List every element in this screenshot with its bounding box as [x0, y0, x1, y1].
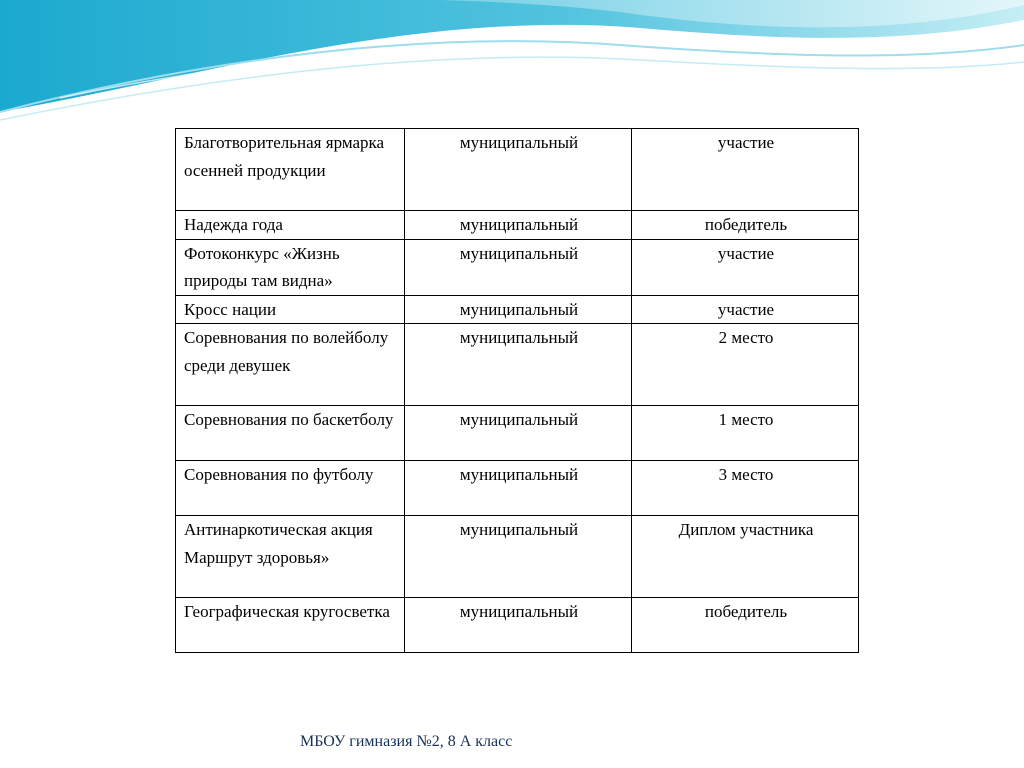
- result-cell: 2 место: [632, 324, 859, 406]
- level-cell: муниципальный: [405, 211, 632, 240]
- result-cell: участие: [632, 239, 859, 295]
- result-cell: Диплом участника: [632, 516, 859, 598]
- result-cell: победитель: [632, 598, 859, 653]
- table-row: [176, 324, 859, 406]
- table-row: [176, 406, 859, 461]
- level-cell: муниципальный: [405, 461, 632, 516]
- level-cell: муниципальный: [405, 516, 632, 598]
- level-cell: муниципальный: [405, 406, 632, 461]
- level-cell: муниципальный: [405, 239, 632, 295]
- event-cell: Антинаркотическая акция Маршрут здоровья»: [176, 516, 405, 598]
- result-cell: участие: [632, 295, 859, 324]
- table-row: [176, 239, 859, 295]
- events-table: [175, 128, 859, 653]
- event-cell: Благотворительная ярмарка осенней продукции: [176, 129, 405, 211]
- result-cell: участие: [632, 129, 859, 211]
- table-row: [176, 461, 859, 516]
- header-wave-decoration: [0, 0, 1024, 130]
- level-cell: муниципальный: [405, 295, 632, 324]
- level-cell: муниципальный: [405, 598, 632, 653]
- level-cell: муниципальный: [405, 129, 632, 211]
- result-cell: 1 место: [632, 406, 859, 461]
- table-row: [176, 598, 859, 653]
- event-cell: Кросс нации: [176, 295, 405, 324]
- level-cell: муниципальный: [405, 324, 632, 406]
- table-row: [176, 516, 859, 598]
- result-cell: победитель: [632, 211, 859, 240]
- table-row: [176, 129, 859, 211]
- table-row: [176, 211, 859, 240]
- table-row: [176, 295, 859, 324]
- event-cell: Соревнования по футболу: [176, 461, 405, 516]
- event-cell: Соревнования по волейболу среди девушек: [176, 324, 405, 406]
- event-cell: Географическая кругосветка: [176, 598, 405, 653]
- result-cell: 3 место: [632, 461, 859, 516]
- event-cell: Фотоконкурс «Жизнь природы там видна»: [176, 239, 405, 295]
- event-cell: Надежда года: [176, 211, 405, 240]
- footer-school-label: МБОУ гимназия №2, 8 А класс: [300, 733, 513, 750]
- event-cell: Соревнования по баскетболу: [176, 406, 405, 461]
